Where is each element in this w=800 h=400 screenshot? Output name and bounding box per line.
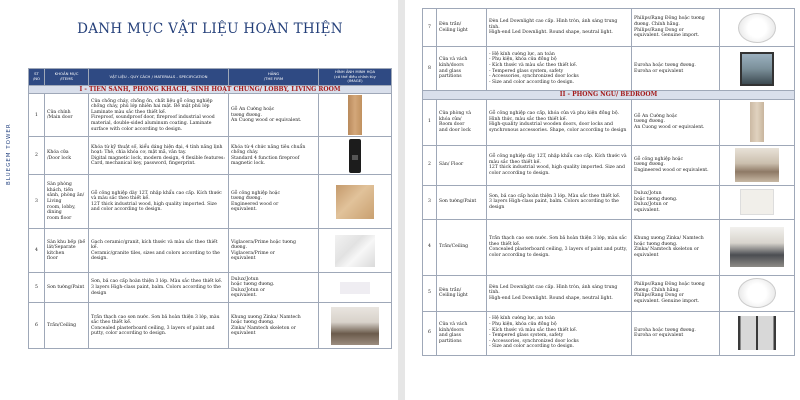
row-image	[720, 311, 795, 355]
row-firm: Gỗ công nghiệp hoặc tương đương. Engineered wood or equivalent.	[632, 145, 720, 185]
row-image	[720, 185, 795, 219]
row-image	[319, 273, 392, 303]
row-spec: Đèn Led Downlight cao cấp. Hình tròn, ánh sáng trung tính. High-end Led Downlight. Round shape, neutral light.	[487, 9, 632, 47]
row-image	[720, 275, 795, 311]
table-row	[29, 303, 392, 349]
row-spec: - Hệ kính cường lực, an toàn - Phụ kiện, khóa cửa đồng bộ - Kích thước và màu sắc theo thiết kế. - Tempered glass system, safety - Accessories, synchronized door locks - Size and color according to design.	[487, 311, 632, 355]
wood-floor-image	[336, 185, 374, 219]
table-row	[29, 175, 392, 229]
table-row	[423, 219, 795, 275]
row-number: 5	[423, 275, 437, 311]
bedroom-downlight-image	[738, 278, 776, 308]
row-image	[319, 229, 392, 273]
materials-table-living	[28, 68, 392, 349]
row-image	[720, 47, 795, 91]
row-image	[319, 94, 392, 137]
row-number: 1	[423, 99, 437, 145]
row-spec: Gỗ công nghiệp dày 12T, nhập khẩu cao cấp. Kích thước và màu sắc theo thiết kế. 12T thick industrial wood, high quality imported. Size and color according to design.	[487, 145, 632, 185]
row-item: Sàn/ Floor	[437, 145, 487, 185]
section-row	[29, 85, 392, 94]
row-item: Đèn trần/ Ceiling light	[437, 275, 487, 311]
row-number: 4	[423, 219, 437, 275]
row-image	[319, 175, 392, 229]
bedroom-door-image	[750, 102, 764, 142]
row-item: Cửa phòng và khóa cửa/ Room door and door lock	[437, 99, 487, 145]
row-item: Sàn khu bếp (bề lát/Separate kitchen floor	[45, 229, 89, 273]
table-row	[29, 94, 392, 137]
row-firm: Gỗ An Cường hoặc tương đương. An Cuong wood or equivalent.	[632, 99, 720, 145]
downlight-image	[738, 13, 776, 43]
row-firm: Euroha hoặc tương đương. Euroha or equivalent	[632, 311, 720, 355]
row-firm: Gỗ An Cường hoặc tương đương. An Cuong wood or equivalent.	[229, 94, 319, 137]
row-number: 3	[423, 185, 437, 219]
section-title-living: I - TIỀN SẢNH, PHÒNG KHÁCH, SINH HOẠT CHUNG/ LOBBY, LIVING ROOM	[29, 85, 392, 94]
bedroom-paint-image	[740, 189, 774, 215]
door-lock-image	[349, 139, 361, 173]
section-title-bedroom: II - PHÒNG NGỦ/ BEDROOM	[423, 91, 795, 100]
row-spec: Trần thạch cao sơn nước. Sơn bả hoàn thiện 3 lớp, màu sắc theo thiết kế. Concealed plasterboard ceiling, 3 layers of paint and putty, color according to design.	[487, 219, 632, 275]
row-image	[720, 99, 795, 145]
window-image	[740, 52, 774, 86]
row-spec: Đèn Led Downlight cao cấp. Hình tròn, ánh sáng trung tính. High-end Led Downlight. Round shape, neutral light.	[487, 275, 632, 311]
header-firm: HÃNG /THE FIRM	[229, 69, 319, 86]
living-ceiling-image	[331, 307, 379, 345]
row-number: 1	[29, 94, 45, 137]
row-spec: Trần thạch cao sơn nước. Sơn bả hoàn thiện 3 lớp, màu sắc theo thiết kế. Concealed plasterboard ceiling, 3 layers of paint and putty, color according to design.	[89, 303, 229, 349]
row-item: Sơn tường/Paint	[437, 185, 487, 219]
row-number: 4	[29, 229, 45, 273]
paint-swatch-image	[340, 282, 370, 294]
row-item: Sàn phòng khách, tiền sảnh, phòng ăn/ Living room, lobby, dining room floor	[45, 175, 89, 229]
row-item: Đèn trần/ Ceiling light	[437, 9, 487, 47]
vertical-brand-text: BLUEGEM TOWER	[6, 123, 12, 185]
row-firm: Philips/Rạng Đông hoặc tương đương. Chính hãng. Philips/Rang Dong or equivalent. Genuine import.	[632, 9, 720, 47]
table-row	[423, 275, 795, 311]
row-spec: Gỗ công nghiệp dày 12T, nhập khẩu cao cấp. Kích thước và màu sắc theo thiết kế. 12T thick industrial wood, high quality imported. Size and color according to design.	[89, 175, 229, 229]
row-number: 6	[423, 311, 437, 355]
left-page	[0, 0, 398, 400]
row-item: Trần/Ceiling	[45, 303, 89, 349]
row-image	[720, 219, 795, 275]
row-firm: Dulux/Jotun hoặc tương đương. Dulux/Jotun or equivalent.	[632, 185, 720, 219]
row-number: 7	[423, 9, 437, 47]
page-title: DANH MỤC VẬT LIỆU HOÀN THIỆN	[77, 21, 343, 37]
table-row	[29, 137, 392, 175]
page-gap	[398, 0, 405, 400]
row-item: Cửa chính /Main door	[45, 94, 89, 137]
row-spec: Cửa chống cháy, chống ồn, chất liệu gỗ công nghiệp chống cháy, phủ lớp nhiên hai mặt. Bề mặt phủ lớp Laminate màu sắc theo thiết kế. Fireproof, soundproof door, fireproof industrial wood material, double-sided aluminum coating. Laminate surface with color according to design.	[89, 94, 229, 137]
row-number: 2	[423, 145, 437, 185]
section-row	[423, 91, 795, 100]
row-firm: Khung xương Zinka/ Namtech hoặc tương đương. Zinka/ Namtech skeleton or equivalent	[632, 219, 720, 275]
row-number: 3	[29, 175, 45, 229]
table-row	[423, 99, 795, 145]
row-firm: Viglacera/Prime hoặc tương đương. Viglacera/Prime or equivalent	[229, 229, 319, 273]
row-firm: Gỗ công nghiệp hoặc tương đương. Engineered wood or equivalent.	[229, 175, 319, 229]
table-row	[423, 47, 795, 91]
row-number: 2	[29, 137, 45, 175]
row-spec: Gỗ công nghiệp cao cấp, khóa cửa và phụ kiện đồng bộ. Hình thức, màu sắc theo thiết kế. High-quality industrial wooden doors, door locks and synchronous accessories. Shape, color according to design	[487, 99, 632, 145]
header-items: KHOẢN MỤC /ITEMS	[45, 69, 89, 86]
row-image	[720, 9, 795, 47]
row-spec: Khóa từ kỹ thuật số, kiểu dáng hiện đại, 4 tính năng lịnh hoạt: Thẻ, chìa khóa cơ, mật mã, vân tay. Digital magnetic lock, modern design, 4 flexible features: Card, mechanical key, password, fingerprint.	[89, 137, 229, 175]
materials-table-bedroom	[422, 8, 795, 356]
row-item: Sơn tường/Paint	[45, 273, 89, 303]
row-item: Khóa cửa /Door lock	[45, 137, 89, 175]
table-header-row	[29, 69, 392, 86]
row-number: 6	[29, 303, 45, 349]
row-spec: Sơn, bả cao cấp hoàn thiện 3 lớp. Màu sắc theo thiết kế. 3 layers High-class paint, balm. Colors according to the design	[89, 273, 229, 303]
row-firm: Khóa từ 4 chức năng tiêu chuẩn chống cháy. Standard 4 function fireproof magnetic lock.	[229, 137, 319, 175]
bedroom-ceiling-image	[730, 227, 784, 267]
bedroom-floor-image	[735, 148, 779, 182]
table-row	[423, 185, 795, 219]
marble-tile-image	[335, 235, 375, 267]
row-image	[319, 137, 392, 175]
header-no: ST /NO	[29, 69, 45, 86]
table-row	[423, 145, 795, 185]
row-spec: Gạch ceramic/granit, kích thước và màu sắc theo thiết kế. Ceramic/granite tiles, sizes and colors according to the design.	[89, 229, 229, 273]
row-firm: Dulux/Jotun hoặc tương đương. Dulux/Jotun or equivalent.	[229, 273, 319, 303]
row-image	[720, 145, 795, 185]
row-item: Cửa và vách kính/doors and glass partitions	[437, 47, 487, 91]
row-firm: Khung xương Zinka/ Namtech hoặc tương đương. Zinka/ Namtech skeleton or equivalent	[229, 303, 319, 349]
row-image	[319, 303, 392, 349]
row-spec: Sơn, bả cao cấp hoàn thiện 3 lớp. Màu sắc theo thiết kế. 3 layers High-class paint, balm. Colors according to the design	[487, 185, 632, 219]
row-firm: Euroha hoặc tương đương. Euroha or equivalent	[632, 47, 720, 91]
row-firm: Philips/Rạng Đông hoặc tương đương. Chính hãng. Philips/Rang Dong or equivalent. Genuine import.	[632, 275, 720, 311]
row-number: 5	[29, 273, 45, 303]
row-item: Cửa và vách kính/doors and glass partitions	[437, 311, 487, 355]
table-row	[29, 229, 392, 273]
header-spec: VẬT LIỆU - QUY CÁCH / MATERIALS - SPECIFICATION	[89, 69, 229, 86]
wood-door-image	[348, 95, 362, 135]
table-row	[423, 311, 795, 355]
header-image: HÌNH ẢNH MINH HỌA (có thể điều chỉnh tùy (IMAGE)	[319, 69, 392, 86]
row-number: 8	[423, 47, 437, 91]
row-item: Trần/Ceiling	[437, 219, 487, 275]
table-row	[29, 273, 392, 303]
row-spec: - Hệ kính cường lực, an toàn - Phụ kiện, khóa cửa đồng bộ - Kích thước và màu sắc theo thiết kế. - Tempered glass system, safety - Accessories, synchronized door locks - Size and color according to design.	[487, 47, 632, 91]
glass-door-image	[738, 316, 776, 350]
table-row	[423, 9, 795, 47]
